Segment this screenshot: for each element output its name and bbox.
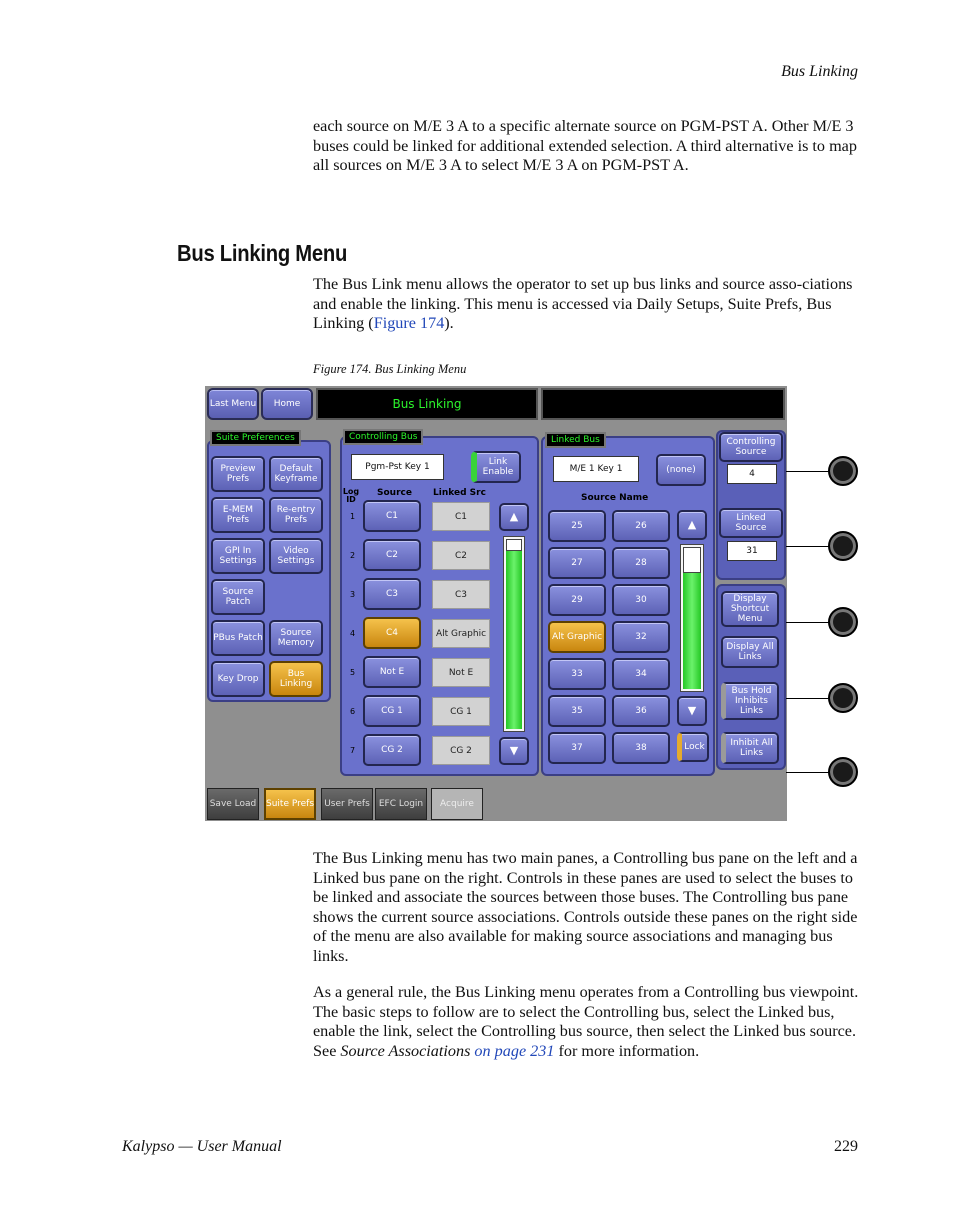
callout-line	[786, 772, 829, 773]
suite-prefs-button-10-label: Key Drop	[217, 674, 259, 684]
paragraph-2: The Bus Linking menu has two main panes, a Controlling bus pane on the left and a Linked bus pane on the right. Controls in these panes are used to select the buses to be linked and associate the sources between those buses. The Controlling bus pane shows the current source associations. Controls outside these panes on the right side of the menu are also available for making source associations and managing bus links.	[313, 849, 858, 965]
controlling-source-button-label: CG 1	[381, 706, 403, 716]
suite-prefs-button-3[interactable]	[269, 497, 323, 533]
controlling-scroll-down[interactable]: ▼	[499, 737, 529, 765]
display-shortcut-menu-button[interactable]: Display Shortcut Menu	[721, 591, 779, 627]
source-name-header: Source Name	[581, 493, 649, 503]
suite-prefs-button-8[interactable]	[211, 620, 265, 656]
suite-preferences-tab: Suite Preferences	[210, 430, 301, 446]
linked-source-button[interactable]	[612, 621, 670, 653]
soft-knob-3-icon	[828, 607, 858, 637]
running-header: Bus Linking	[781, 63, 858, 80]
linked-source-button[interactable]	[548, 547, 606, 579]
linked-source-button[interactable]	[612, 547, 670, 579]
linked-src-cell-label: Not E	[448, 667, 474, 678]
suite-prefs-button-10[interactable]	[211, 661, 265, 697]
linked-src-cell-label: C2	[454, 550, 467, 561]
controlling-source-button-label: CG 2	[381, 745, 403, 755]
linked-src-cell[interactable]	[432, 619, 490, 648]
log-id-3: 3	[350, 590, 356, 599]
controlling-source-button[interactable]	[363, 617, 421, 649]
log-id-2: 2	[350, 551, 356, 560]
linked-src-cell-label: C1	[454, 511, 467, 522]
linked-src-header: Linked Src	[433, 488, 486, 498]
linked-bus-field[interactable]: M/E 1 Key 1	[553, 456, 639, 482]
none-button[interactable]: (none)	[656, 454, 706, 486]
bottom-tab-4[interactable]	[431, 788, 483, 820]
section-title: Bus Linking Menu	[177, 240, 348, 266]
link-enable-button[interactable]: Link Enable	[471, 451, 521, 483]
menu-title-bar: Bus Linking	[316, 388, 538, 420]
log-id-5: 5	[350, 668, 356, 677]
soft-knob-4-icon	[828, 683, 858, 713]
soft-knob-2-icon	[828, 531, 858, 561]
controlling-source-button[interactable]	[363, 734, 421, 766]
suite-prefs-button-4[interactable]	[211, 538, 265, 574]
footer-title: Kalypso — User Manual	[122, 1138, 282, 1155]
linked-source-button[interactable]	[548, 695, 606, 727]
bottom-tab-3[interactable]	[375, 788, 427, 820]
linked-src-cell[interactable]	[432, 580, 490, 609]
linked-source-button-label: 30	[635, 595, 647, 605]
bottom-tab-1[interactable]	[264, 788, 316, 820]
linked-src-cell-label: CG 1	[450, 706, 472, 717]
suite-prefs-button-5-label: Video Settings	[277, 546, 315, 566]
controlling-source-button-label: C2	[385, 550, 398, 560]
controlling-bus-tab: Controlling Bus	[343, 429, 423, 445]
controlling-source-button[interactable]	[363, 500, 421, 532]
linked-source-button[interactable]	[548, 732, 606, 764]
linked-source-button[interactable]	[612, 584, 670, 616]
linked-source-button[interactable]	[548, 658, 606, 690]
linked-src-cell[interactable]	[432, 736, 490, 765]
controlling-source-button[interactable]	[363, 578, 421, 610]
bus-linking-menu-screenshot	[205, 386, 787, 821]
bottom-tab-0[interactable]	[207, 788, 259, 820]
linked-source-button[interactable]	[612, 695, 670, 727]
bottom-tab-4-label: Acquire	[440, 799, 474, 809]
inhibit-all-links-button[interactable]: Inhibit All Links	[721, 732, 779, 764]
intro-paragraph: each source on M/E 3 A to a specific alternate source on PGM-PST A. Other M/E 3 buses could be linked for additional extended selection. A third alternative is to map all sources on M/E 3 A to select M/E 3 A on PGM-PST A.	[313, 117, 857, 175]
controlling-bus-field[interactable]: Pgm-Pst Key 1	[351, 454, 444, 480]
bottom-tab-0-label: Save Load	[209, 799, 257, 809]
linked-source-field[interactable]: 31	[727, 541, 777, 561]
controlling-scrollbar[interactable]	[503, 536, 525, 732]
suite-prefs-button-4-label: GPI In Settings	[219, 546, 257, 566]
controlling-source-button-label: C4	[385, 628, 398, 638]
suite-prefs-button-6[interactable]	[211, 579, 265, 615]
lock-button[interactable]: Lock	[677, 732, 709, 762]
linked-source-label: Linked Source	[719, 508, 783, 538]
paragraph-3: As a general rule, the Bus Linking menu operates from a Controlling bus viewpoint. The basic steps to follow are to select the Controlling bus, select the Linked bus, enable the link, select the Controlling bus source, then select the Linked bus source. See Source Associations on page 231 for more information.	[313, 983, 859, 1060]
suite-prefs-button-0[interactable]	[211, 456, 265, 492]
controlling-source-button-label: C1	[385, 511, 398, 521]
linked-source-button-label: 28	[635, 558, 647, 568]
suite-prefs-button-0-label: Preview Prefs	[220, 464, 256, 484]
linked-scroll-handle[interactable]	[683, 547, 701, 573]
callout-line	[786, 546, 829, 547]
linked-src-cell[interactable]	[432, 541, 490, 570]
source-header: Source	[377, 488, 412, 498]
soft-knob-5-icon	[828, 757, 858, 787]
page-link[interactable]: on page 231	[474, 1041, 555, 1060]
suite-prefs-button-6-label: Source Patch	[222, 587, 254, 607]
callout-line	[786, 622, 829, 623]
suite-prefs-button-11-label: Bus Linking	[279, 669, 313, 689]
linked-src-cell[interactable]	[432, 697, 490, 726]
log-id-6: 6	[350, 707, 356, 716]
controlling-source-button[interactable]	[363, 539, 421, 571]
linked-source-button[interactable]	[548, 584, 606, 616]
bottom-tab-1-label: Suite Prefs	[266, 799, 315, 809]
linked-src-cell[interactable]	[432, 658, 490, 687]
linked-src-cell[interactable]	[432, 502, 490, 531]
bus-hold-inhibits-links-button[interactable]: Bus Hold Inhibits Links	[721, 682, 779, 720]
linked-source-button-label: 33	[571, 669, 583, 679]
callout-line	[786, 698, 829, 699]
soft-knob-1-icon	[828, 456, 858, 486]
linked-source-button[interactable]	[612, 510, 670, 542]
suite-prefs-button-11[interactable]	[269, 661, 323, 697]
linked-source-button-label: 25	[571, 521, 583, 531]
linked-source-button-label: 37	[571, 743, 583, 753]
log-id-7: 7	[350, 746, 356, 755]
controlling-source-button[interactable]	[363, 695, 421, 727]
linked-scroll-up[interactable]: ▲	[677, 510, 707, 540]
suite-prefs-button-1-label: Default Keyframe	[274, 464, 318, 484]
menu-status-bar	[541, 388, 785, 420]
suite-prefs-button-5[interactable]	[269, 538, 323, 574]
figure-link[interactable]: Figure 174	[373, 314, 445, 333]
linked-bus-tab: Linked Bus	[545, 432, 606, 448]
linked-source-button[interactable]	[612, 732, 670, 764]
linked-src-cell-label: Alt Graphic	[435, 628, 487, 639]
linked-source-button-label: 26	[635, 521, 647, 531]
log-id-header: Log ID	[342, 487, 360, 504]
controlling-source-label: Controlling Source	[719, 432, 783, 462]
controlling-scroll-up[interactable]: ▲	[499, 503, 529, 531]
home-button[interactable]: Home	[261, 388, 313, 420]
display-all-links-button[interactable]: Display All Links	[721, 636, 779, 668]
suite-prefs-button-9-label: Source Memory	[277, 628, 315, 648]
linked-source-button-label: 27	[571, 558, 583, 568]
linked-source-button[interactable]	[548, 510, 606, 542]
linked-source-button-label: 35	[571, 706, 583, 716]
paragraph-1: The Bus Link menu allows the operator to set up bus links and source asso-ciations and enable the linking. This menu is accessed via Daily Setups, Suite Prefs, Bus Linking (Figure 174).	[313, 275, 853, 333]
linked-source-button-label: Alt Graphic	[551, 632, 603, 642]
suite-prefs-button-2-label: E-MEM Prefs	[222, 505, 254, 525]
figure-caption: Figure 174. Bus Linking Menu	[313, 362, 467, 376]
suite-prefs-button-1[interactable]	[269, 456, 323, 492]
linked-scroll-down[interactable]: ▼	[677, 696, 707, 726]
linked-source-button[interactable]	[548, 621, 606, 653]
linked-src-cell-label: CG 2	[450, 745, 472, 756]
linked-source-button-label: 32	[635, 632, 647, 642]
linked-scrollbar[interactable]	[680, 544, 704, 692]
suite-prefs-button-9[interactable]	[269, 620, 323, 656]
controlling-source-button-label: C3	[385, 589, 398, 599]
suite-prefs-button-8-label: PBus Patch	[213, 633, 263, 643]
linked-source-button-label: 29	[571, 595, 583, 605]
linked-source-button[interactable]	[612, 658, 670, 690]
controlling-source-field[interactable]: 4	[727, 464, 777, 484]
controlling-scroll-handle[interactable]	[506, 539, 522, 551]
controlling-source-button-label: Not E	[379, 667, 405, 677]
log-id-1: 1	[350, 512, 356, 521]
suite-prefs-button-2[interactable]	[211, 497, 265, 533]
suite-prefs-button-3-label: Re-entry Prefs	[276, 505, 316, 525]
page-number: 229	[834, 1138, 858, 1155]
linked-src-cell-label: C3	[454, 589, 467, 600]
linked-source-button-label: 34	[635, 669, 647, 679]
log-id-4: 4	[350, 629, 356, 638]
linked-source-button-label: 38	[635, 743, 647, 753]
bottom-tab-3-label: EFC Login	[378, 799, 424, 809]
bottom-tab-2-label: User Prefs	[324, 799, 370, 809]
last-menu-button[interactable]: Last Menu	[207, 388, 259, 420]
callout-line	[786, 471, 829, 472]
bottom-tab-2[interactable]	[321, 788, 373, 820]
controlling-source-button[interactable]	[363, 656, 421, 688]
linked-source-button-label: 36	[635, 706, 647, 716]
